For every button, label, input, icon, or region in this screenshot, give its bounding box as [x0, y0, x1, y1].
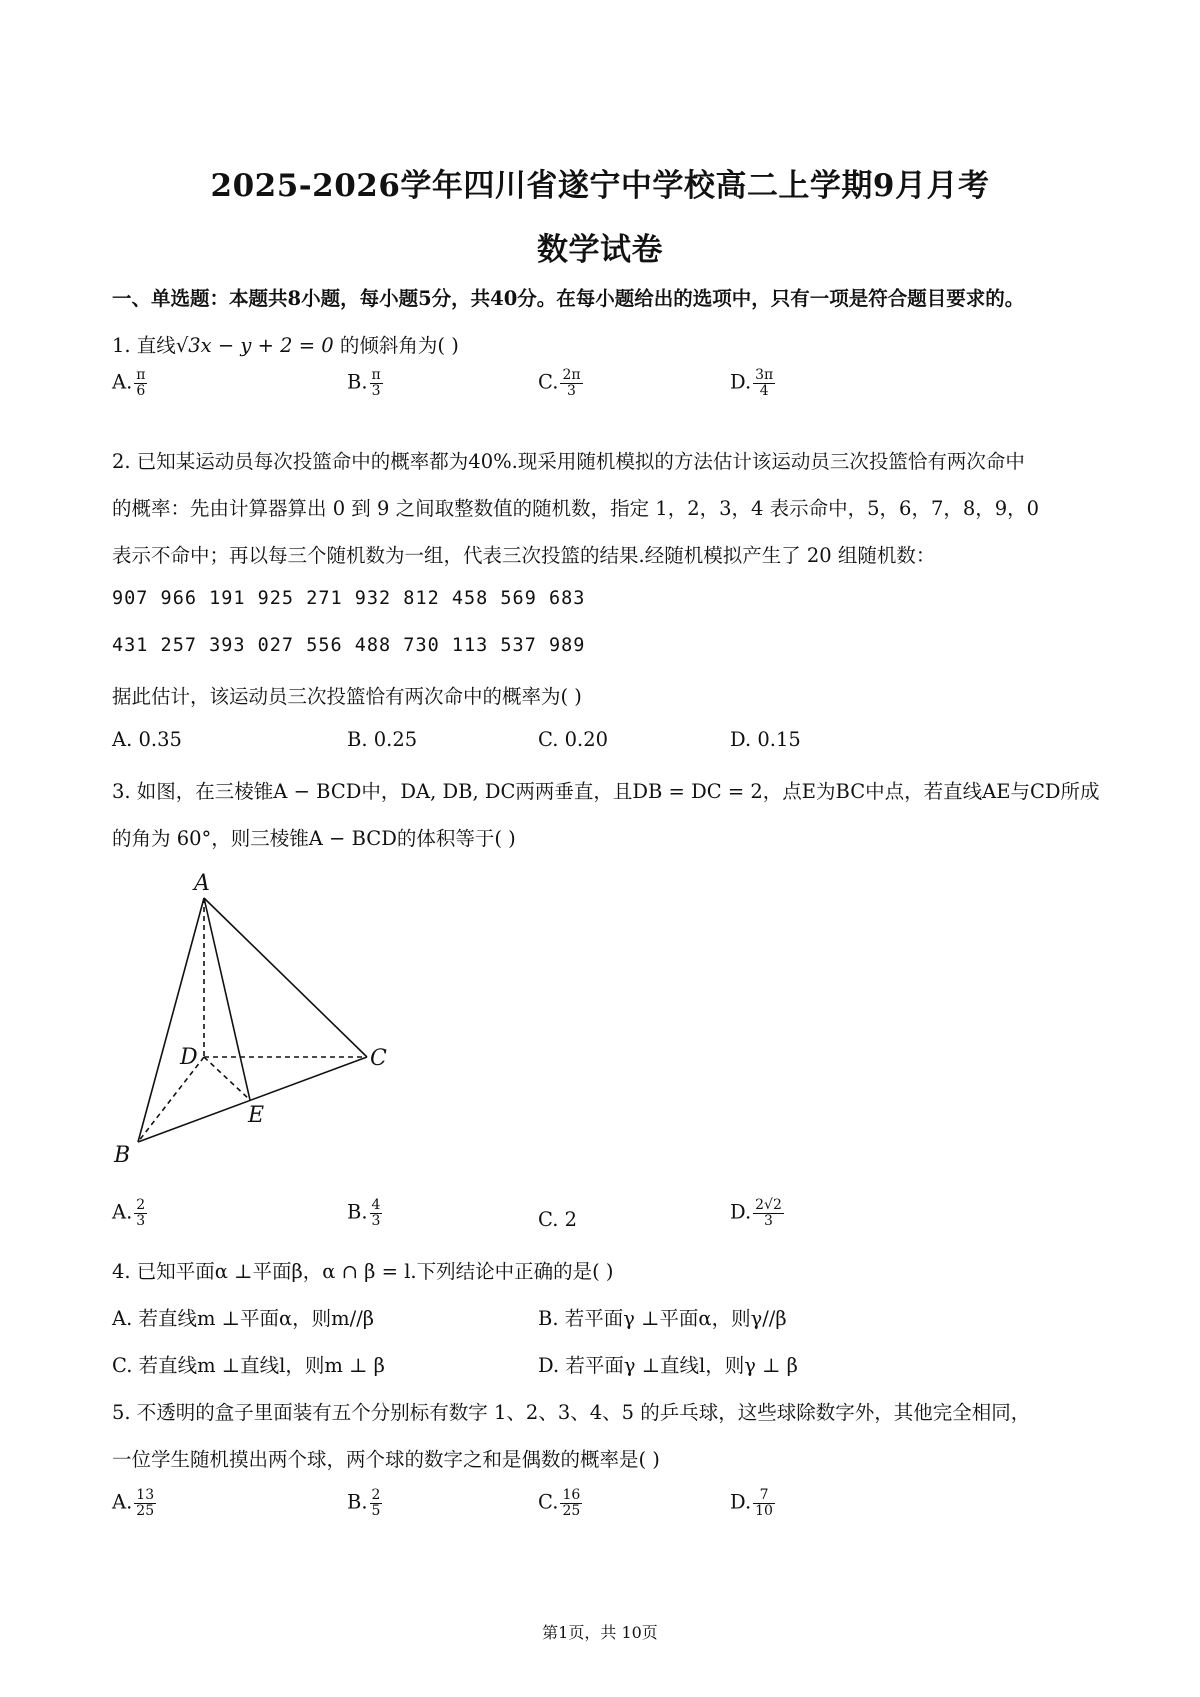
option-value: 2 [564, 1208, 578, 1231]
question-4-stem: 4. 已知平面α ⊥平面β，α ∩ β = l.下列结论中正确的是( ) [112, 1260, 614, 1283]
fraction [560, 368, 582, 398]
q5-option-a[interactable] [112, 1488, 156, 1518]
numerator: 3π [755, 367, 774, 383]
label-b: B [114, 1143, 131, 1168]
numerator: 16 [562, 1487, 581, 1503]
fraction [753, 1488, 775, 1518]
edge-ab [138, 898, 204, 1142]
fraction [134, 368, 147, 398]
denominator: 3 [136, 1212, 146, 1229]
q2-option-d[interactable]: D. 0.15 [730, 728, 801, 751]
label-e: E [248, 1103, 265, 1128]
option-label: C. [538, 1208, 559, 1231]
denominator: 25 [136, 1502, 155, 1519]
denominator: 10 [755, 1502, 773, 1519]
edge-ae [204, 898, 250, 1100]
denominator: 3 [371, 382, 381, 399]
fraction [753, 368, 775, 398]
question-3-line-2: 的角为 60°，则三棱锥A − BCD的体积等于( ) [112, 827, 516, 850]
q1-sqrt: √3 [175, 334, 201, 357]
option-label: B. [347, 1490, 368, 1514]
label-a: A [194, 871, 210, 896]
question-2-line-2: 的概率：先由计算器算出 0 到 9 之间取整数值的随机数，指定 1，2，3，4 表示命中，5，6，7，8，9，0 [112, 497, 1040, 520]
edge-bc [138, 1057, 367, 1142]
numerator: π [136, 367, 146, 383]
page-subtitle: 数学试卷 [537, 232, 663, 268]
q3-option-d[interactable] [730, 1198, 784, 1228]
option-label: D. [730, 370, 752, 394]
fraction [134, 1198, 147, 1228]
q4-option-a[interactable]: A. 若直线m ⊥平面α，则m//β [112, 1307, 375, 1330]
option-label: A. [112, 370, 133, 394]
q1-suffix: 的倾斜角为( ) [333, 334, 459, 357]
numerator: 13 [136, 1487, 155, 1503]
question-3-line-1: 3. 如图，在三棱锥A − BCD中，DA, DB, DC两两垂直，且DB = DC = 2，点E为BC中点，若直线AE与CD所成 [112, 780, 1100, 803]
denominator: 3 [371, 1212, 381, 1229]
question-2-line-3: 表示不命中；再以每三个随机数为一组，代表三次投篮的结果.经随机模拟产生了 20 组随机数： [112, 544, 936, 567]
q2-option-b[interactable]: B. 0.25 [347, 728, 418, 751]
option-label: C. [538, 1490, 559, 1514]
option-label: A. [112, 1490, 133, 1514]
numerator: 2 [371, 1487, 381, 1503]
option-label: D. [730, 1200, 752, 1224]
option-label: B. [347, 1200, 368, 1224]
q1-option-a[interactable] [112, 368, 147, 398]
q3-option-c[interactable] [538, 1208, 577, 1231]
numerator: 7 [753, 1488, 775, 1504]
fraction [370, 368, 383, 398]
question-2-line-4: 据此估计，该运动员三次投篮恰有两次命中的概率为( ) [112, 685, 582, 708]
edge-de [204, 1057, 250, 1100]
section-heading: 一、单选题：本题共8小题，每小题5分，共40分。在每小题给出的选项中，只有一项是符合题目要求的。 [112, 287, 1025, 310]
option-label: B. [347, 370, 368, 394]
q1-prefix: 1. 直线 [112, 334, 176, 357]
label-d: D [180, 1045, 198, 1070]
numerator: 2√2 [755, 1197, 782, 1213]
numerator: π [371, 367, 381, 383]
q1-expr: x − y + 2 = 0 [200, 334, 334, 357]
question-5-line-2: 一位学生随机摸出两个球，两个球的数字之和是偶数的概率是( ) [112, 1448, 660, 1471]
denominator: 6 [136, 382, 146, 399]
q4-option-c[interactable]: C. 若直线m ⊥直线l，则m ⊥ β [112, 1354, 385, 1377]
question-5-line-1: 5. 不透明的盒子里面装有五个分别标有数字 1、2、3、4、5 的乒乓球，这些球除数字外，其他完全相同， [112, 1401, 1031, 1424]
question-1-stem [112, 330, 459, 358]
q1-option-c[interactable] [538, 368, 583, 398]
question-2-line-1: 2. 已知某运动员每次投篮命中的概率都为40%.现采用随机模拟的方法估计该运动员三次投篮恰有两次命中 [112, 450, 1025, 473]
option-label: A. [112, 1200, 133, 1224]
fraction [370, 1488, 383, 1518]
fraction [560, 1488, 582, 1518]
edge-ac [204, 898, 367, 1057]
denominator: 25 [562, 1502, 581, 1519]
denominator: 3 [567, 382, 576, 399]
fraction [370, 1198, 383, 1228]
q1-option-b[interactable] [347, 368, 383, 398]
q5-option-d[interactable] [730, 1488, 775, 1518]
q4-option-b[interactable]: B. 若平面γ ⊥平面α，则γ//β [538, 1307, 787, 1330]
q4-option-d[interactable]: D. 若平面γ ⊥直线l，则γ ⊥ β [538, 1354, 798, 1377]
numerator: 2π [562, 367, 581, 383]
random-numbers-row-2: 431 257 393 027 556 488 730 113 537 989 [112, 635, 586, 656]
option-label: C. [538, 370, 559, 394]
q3-option-b[interactable] [347, 1198, 382, 1228]
random-numbers-row-1: 907 966 191 925 271 932 812 458 569 683 [112, 588, 586, 609]
q5-option-b[interactable] [347, 1488, 382, 1518]
numerator: 4 [371, 1197, 381, 1213]
option-label: D. [730, 1490, 752, 1514]
page-footer: 第1页，共 10页 [542, 1623, 658, 1642]
denominator: 4 [759, 382, 769, 399]
tetrahedron-figure [110, 870, 410, 1170]
fraction [753, 1198, 784, 1228]
page-title: 2025-2026学年四川省遂宁中学校高二上学期9月月考 [210, 168, 990, 204]
fraction [134, 1488, 156, 1518]
q2-option-a[interactable]: A. 0.35 [112, 728, 182, 751]
denominator: 5 [371, 1502, 381, 1519]
q5-option-c[interactable] [538, 1488, 582, 1518]
numerator: 2 [136, 1197, 146, 1213]
denominator: 3 [764, 1212, 773, 1229]
q2-option-c[interactable]: C. 0.20 [538, 728, 609, 751]
q3-option-a[interactable] [112, 1198, 147, 1228]
label-c: C [370, 1046, 387, 1071]
q1-option-d[interactable] [730, 368, 775, 398]
